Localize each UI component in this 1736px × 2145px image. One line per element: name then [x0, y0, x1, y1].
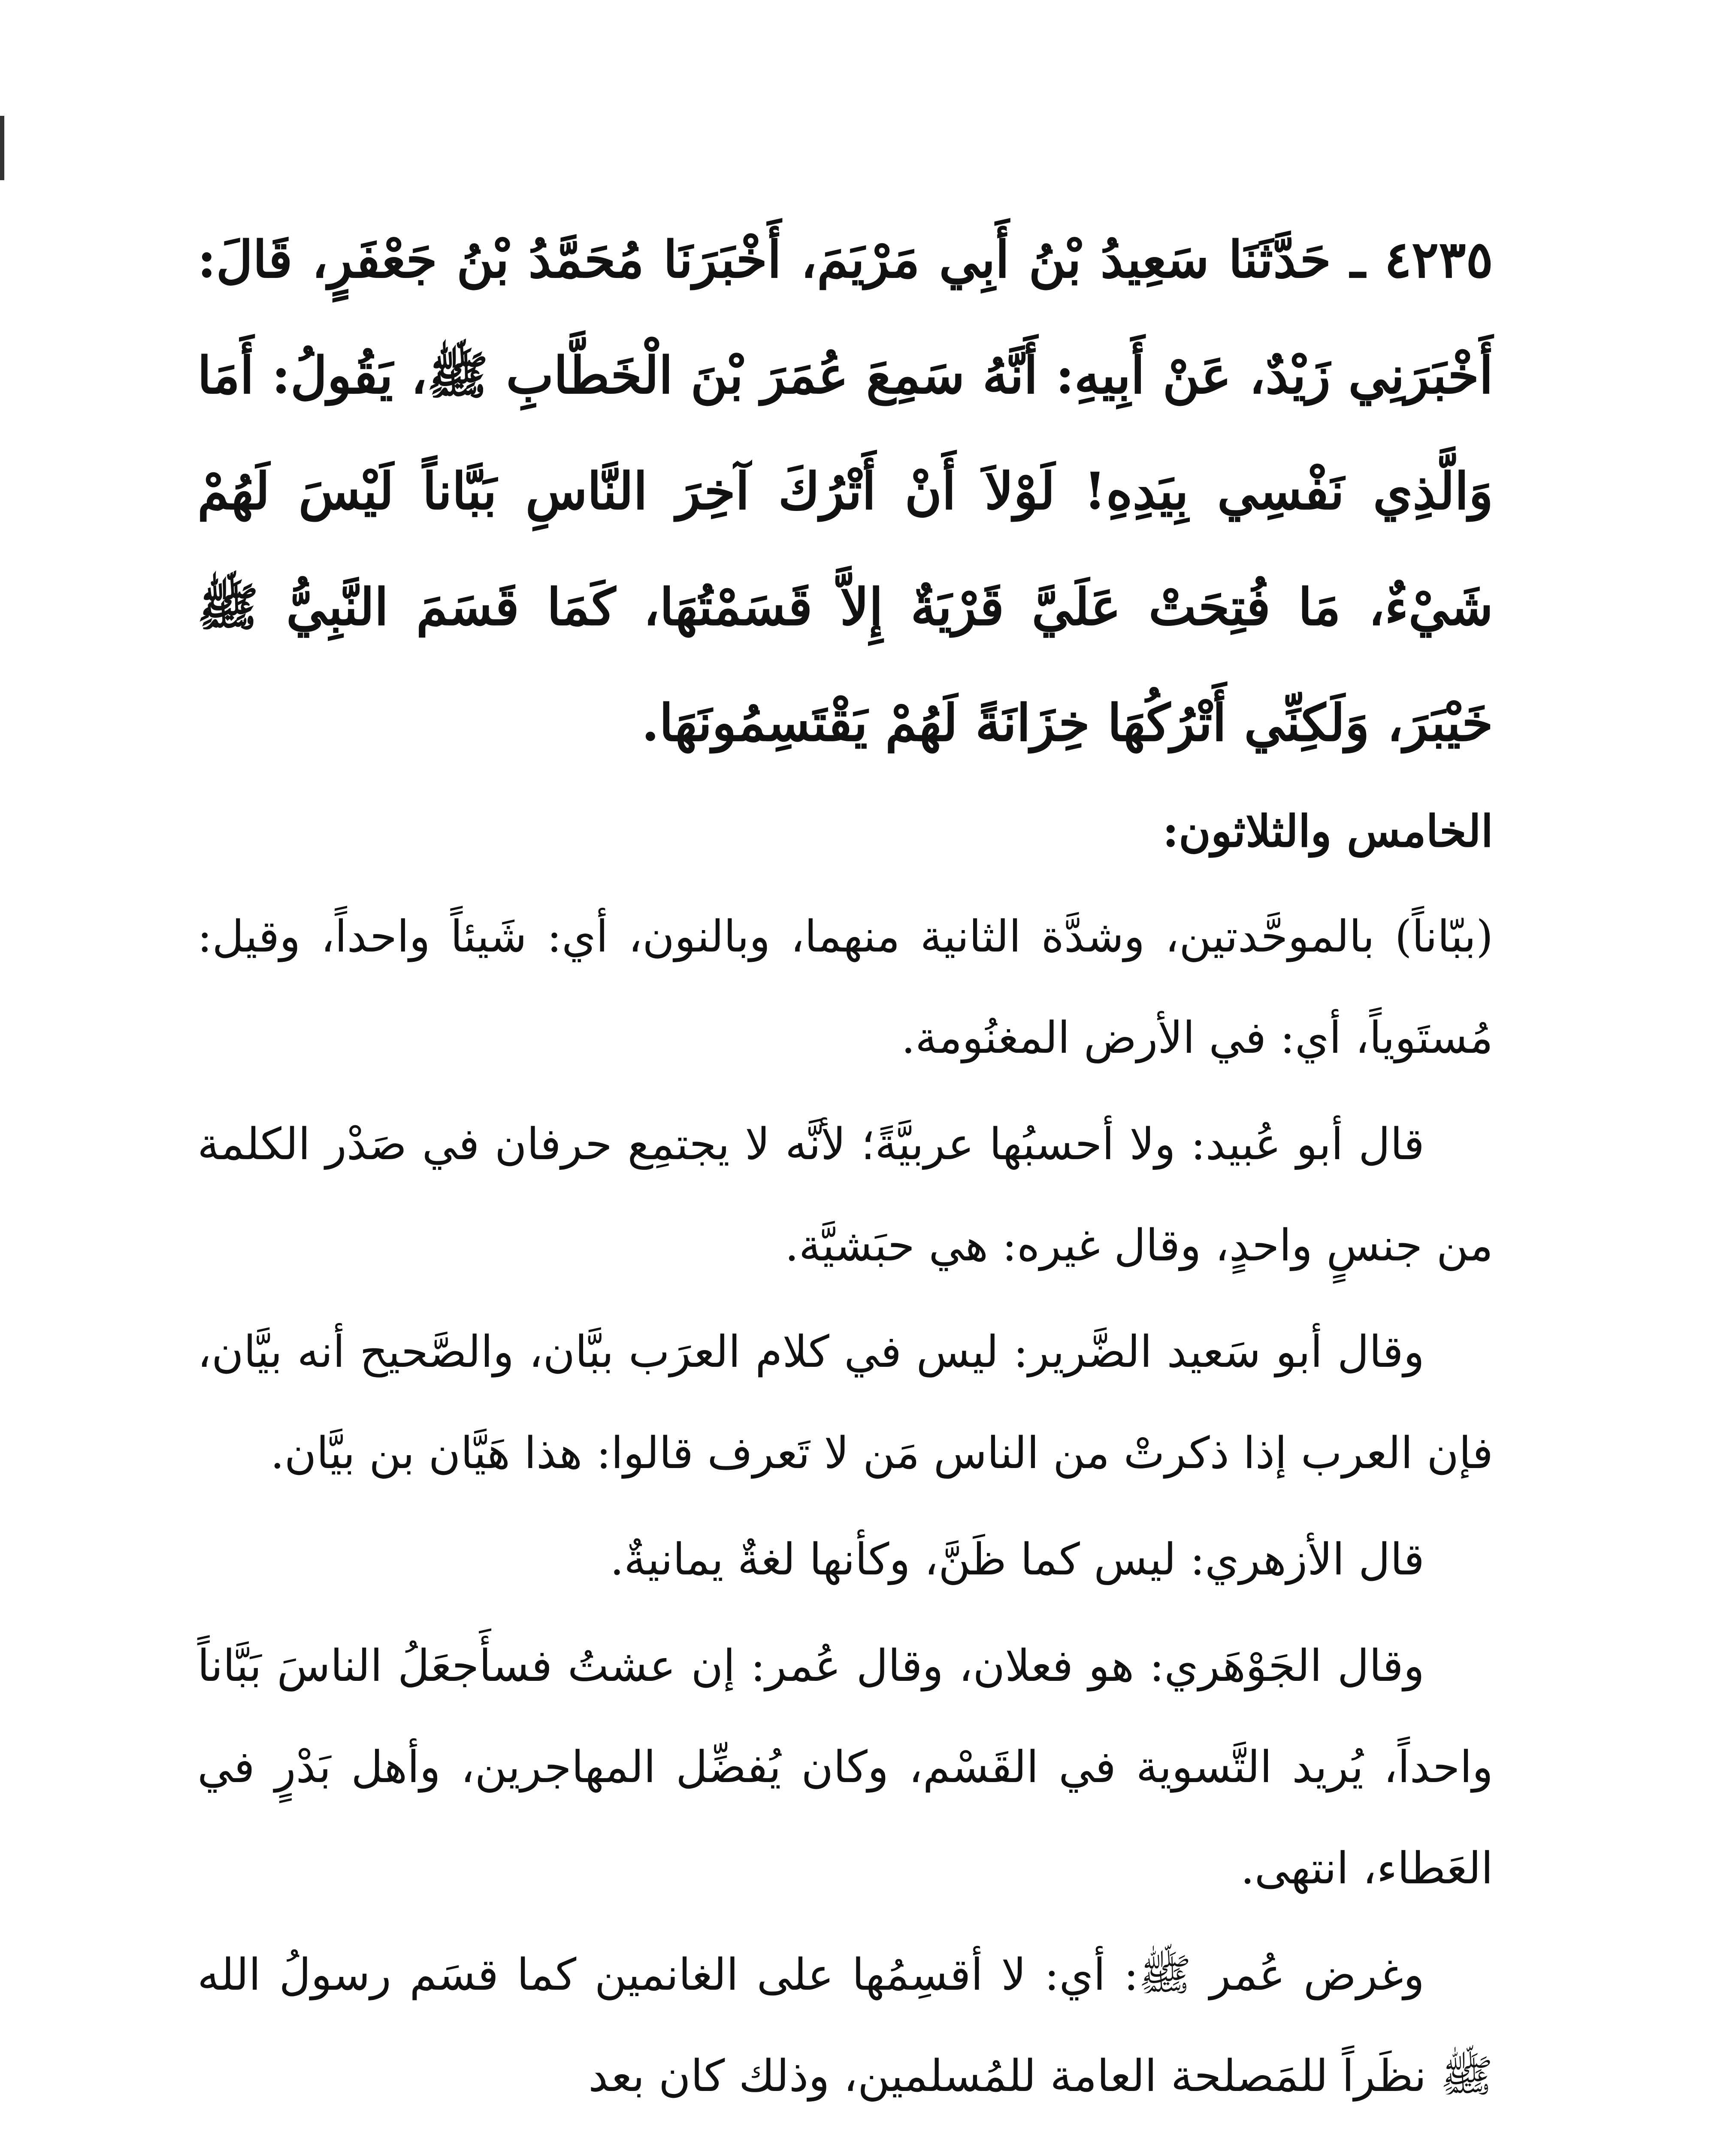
commentary-paragraph: وقال أبو سَعيد الضَّرير: ليس في كلام العرَب ببَّان، والصَّحيح أنه بيَّان، فإن العرب إذا ذكرتْ من الناس مَن لا تَعرف قالوا: هذا هَيَّان بن بيَّان.: [197, 1326, 1493, 1479]
scan-margin-mark: [0, 116, 4, 180]
commentary-paragraph: قال الأزهري: ليس كما ظَنَّ، وكأنها لغةٌ يمانيةٌ.: [610, 1534, 1424, 1585]
commentary-block: [197, 781, 1493, 2132]
commentary-paragraph: وغرض عُمر ﷺ: أي: لا أقسِمُها على الغانمين كما قسَم رسولُ الله ﷺ نظَراً للمَصلحة العامة للمُسلمين، وذلك كان بعد: [197, 1949, 1493, 2102]
commentary-paragraph: (ببّاناً) بالموحَّدتين، وشدَّة الثانية منهما، وبالنون، أي: شَيئاً واحداً، وقيل: مُستَوياً، أي: في الأرض المغنُومة.: [197, 911, 1493, 1063]
commentary-paragraph: وقال الجَوْهَري: هو فعلان، وقال عُمر: إن عشتُ فسأَجعَلُ الناسَ بَبَّاناً واحداً، يُريد التَّسوية في القَسْم، وكان يُفضِّل المهاجرين، وأهل بَدْرٍ في العَطاء، انتهى.: [197, 1640, 1493, 1894]
section-heading: الخامس والثلاثون:: [1162, 806, 1493, 857]
hadith-text: ٤٢٣٥ ـ حَدَّثَنَا سَعِيدُ بْنُ أَبِي مَرْيَمَ، أَخْبَرَنَا مُحَمَّدُ بْنُ جَعْفَرٍ، قَالَ: أَخْبَرَنِي زَيْدٌ، عَنْ أَبِيهِ: أَنَّهُ سَمِعَ عُمَرَ بْنَ الْخَطَّابِ ﷺ، يَقُولُ: أَمَا وَالَّذِي نَفْسِي بِيَدِهِ! لَوْلاَ أَنْ أَتْرُكَ آخِرَ النَّاسِ بَبَّاناً لَيْسَ لَهُمْ شَيْءٌ، مَا فُتِحَتْ عَلَيَّ قَرْيَةٌ إِلاَّ قَسَمْتُهَا، كَمَا قَسَمَ النَّبِيُّ ﷺ خَيْبَرَ، وَلَكِنِّي أَتْرُكُهَا خِزَانَةً لَهُمْ يَقْتَسِمُونَهَا.: [197, 230, 1493, 752]
hadith-text-block: [197, 202, 1493, 781]
commentary-paragraph: قال أبو عُبيد: ولا أحسبُها عربيَّةً؛ لأنَّه لا يجتمِع حرفان في صَدْر الكلمة من جنسٍ واحدٍ، وقال غيره: هي حبَشيَّة.: [197, 1119, 1493, 1271]
